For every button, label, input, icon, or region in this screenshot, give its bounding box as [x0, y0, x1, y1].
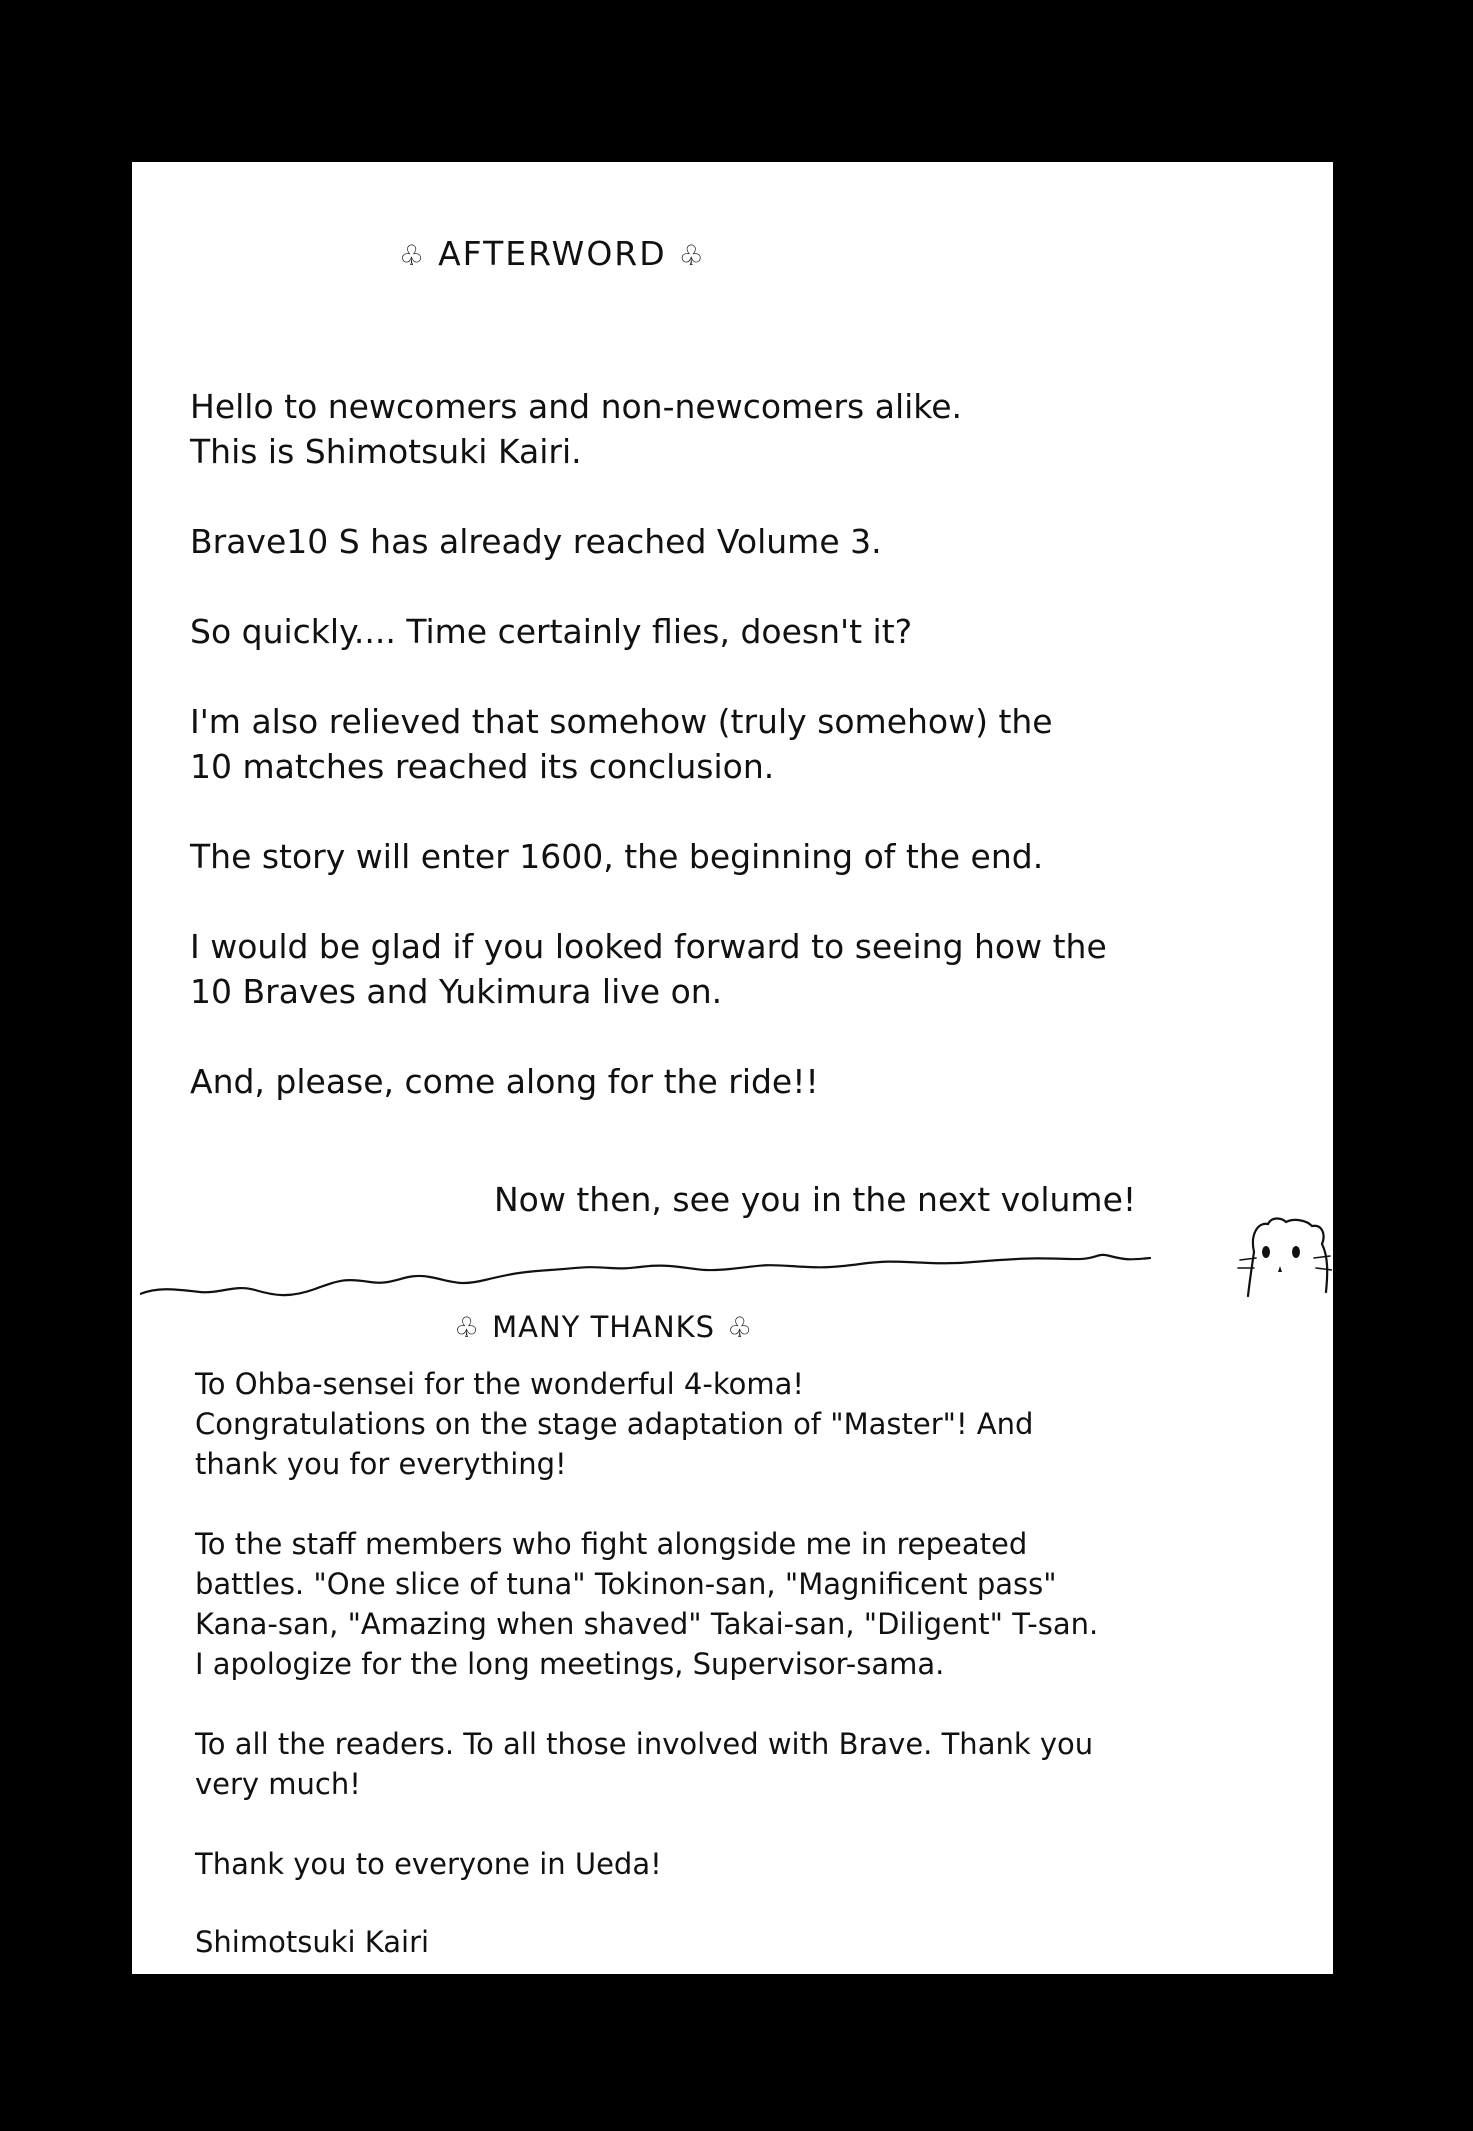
clover-ornament-icon: ♧: [727, 1311, 754, 1344]
clover-ornament-icon: ♧: [399, 239, 427, 272]
afterword-paragraph: Brave10 S has already reached Volume 3.: [190, 522, 882, 561]
afterword-heading: [387, 234, 718, 273]
thanks-paragraph: To all the readers. To all those involved with Brave. Thank you very much!: [195, 1727, 1094, 1801]
afterword-body: [190, 384, 1310, 1149]
many-thanks-heading-text: MANY THANKS: [492, 1310, 716, 1344]
closing-line: Now then, see you in the next volume!: [494, 1180, 1137, 1219]
clover-ornament-icon: ♧: [678, 239, 706, 272]
thanks-paragraph: To the staff members who fight alongside me in repeated battles. "One slice of tuna" Tokinon-san, "Magnificent pass" Kana-san, "Amazing when shaved" Takai-san, "Diligent" T-san. I apologize for the long meetings, Supervisor-sama.: [195, 1527, 1099, 1681]
clover-ornament-icon: ♧: [454, 1311, 481, 1344]
thanks-paragraph: Thank you to everyone in Ueda!: [195, 1847, 662, 1881]
afterword-heading-text: AFTERWORD: [438, 234, 667, 273]
afterword-paragraph: Hello to newcomers and non-newcomers alike. This is Shimotsuki Kairi.: [190, 387, 963, 471]
hamster-doodle-icon: [1236, 1212, 1332, 1302]
afterword-paragraph: And, please, come along for the ride!!: [190, 1062, 819, 1101]
afterword-paragraph: So quickly.... Time certainly flies, doesn't it?: [190, 612, 913, 651]
afterword-page: [132, 162, 1333, 1974]
afterword-paragraph: The story will enter 1600, the beginning of the end.: [190, 837, 1044, 876]
author-signature: Shimotsuki Kairi: [195, 1925, 430, 1959]
afterword-paragraph: I'm also relieved that somehow (truly somehow) the 10 matches reached its conclusion.: [190, 702, 1053, 786]
thanks-paragraph: To Ohba-sensei for the wonderful 4-koma! Congratulations on the stage adaptation of "Master"! And thank you for everything!: [195, 1367, 1034, 1481]
many-thanks-heading: [442, 1310, 765, 1344]
many-thanks-body: [195, 1364, 1305, 1924]
afterword-paragraph: I would be glad if you looked forward to seeing how the 10 Braves and Yukimura live on.: [190, 927, 1107, 1011]
